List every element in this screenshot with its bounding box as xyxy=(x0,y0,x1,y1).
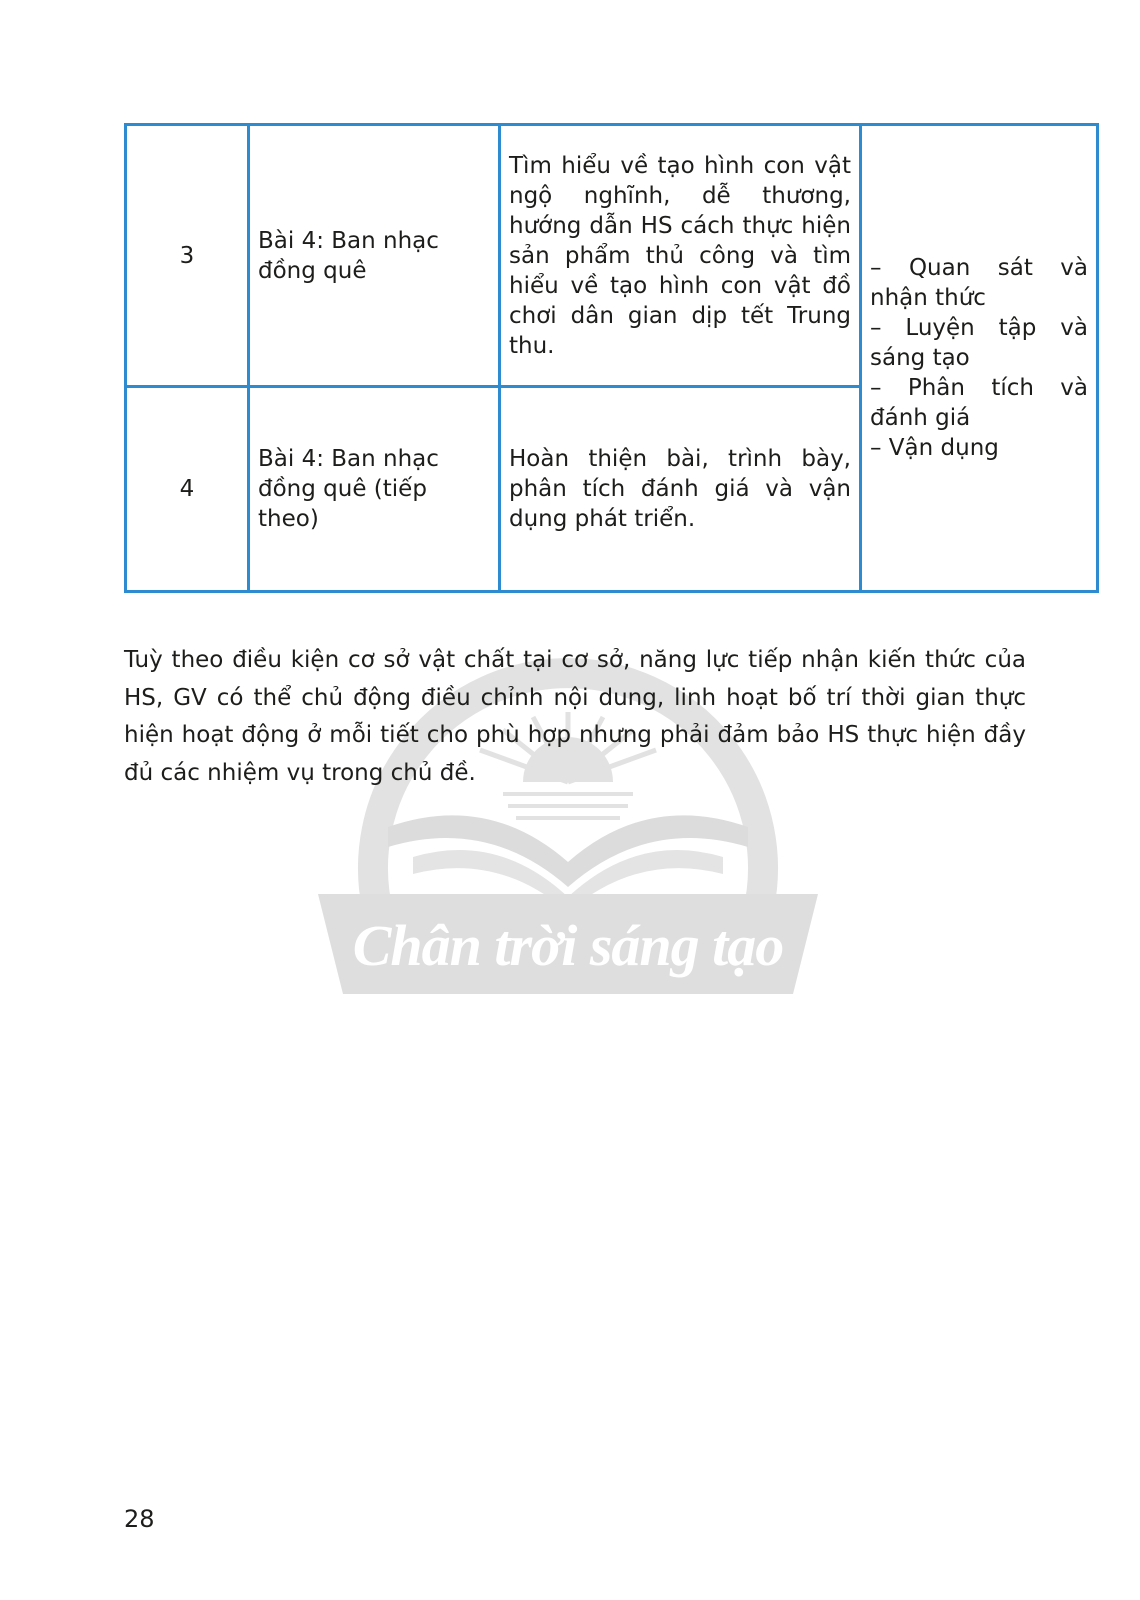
watermark-text: Chân trời sáng tạo xyxy=(352,913,784,978)
teaching-methods-cell xyxy=(861,125,1098,592)
lesson-number-cell: 4 xyxy=(126,387,249,592)
lesson-content-cell: Hoàn thiện bài, trình bày, phân tích đánh giá và vận dụng phát triển. xyxy=(500,387,861,592)
page-number: 28 xyxy=(124,1505,155,1533)
table-row xyxy=(126,125,1098,387)
lesson-number-cell: 3 xyxy=(126,125,249,387)
method-item: – Phân tích và đánh giá xyxy=(870,375,1088,431)
method-item: – Luyện tập và sáng tạo xyxy=(870,315,1088,371)
lesson-content-cell: Tìm hiểu về tạo hình con vật ngộ nghĩnh, dễ thương, hướng dẫn HS cách thực hiện sản phẩm thủ công và tìm hiểu về tạo hình con vật đồ chơi dân gian dịp tết Trung thu. xyxy=(500,125,861,387)
method-item: – Quan sát và nhận thức xyxy=(870,255,1088,311)
lesson-title-cell: Bài 4: Ban nhạc đồng quê (tiếp theo) xyxy=(249,387,500,592)
method-item: – Vận dụng xyxy=(870,435,999,461)
lesson-title-cell: Bài 4: Ban nhạc đồng quê xyxy=(249,125,500,387)
body-paragraph: Tuỳ theo điều kiện cơ sở vật chất tại cơ sở, năng lực tiếp nhận kiến thức của HS, GV có thể chủ động điều chỉnh nội dung, linh hoạt bố trí thời gian thực hiện hoạt động ở mỗi tiết cho phù hợp nhưng phải đảm bảo HS thực hiện đầy đủ các nhiệm vụ trong chủ đề. xyxy=(124,647,1026,786)
lesson-plan-table xyxy=(124,123,1099,593)
